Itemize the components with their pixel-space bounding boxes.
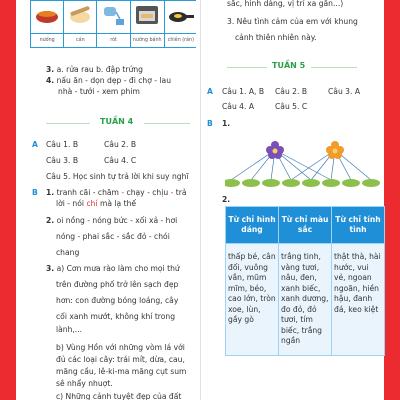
tuan4-heading: TUẦN 4	[100, 117, 134, 126]
tuan5-rule-right	[311, 67, 357, 68]
b3-a-line4: cối xanh mướt, không khí trong	[56, 312, 176, 321]
image-answer-table	[30, 0, 196, 48]
header-shape-words: Từ chỉ hình dáng	[226, 207, 279, 244]
cell-shape-words: thấp bé, cân đối, vuông vắn, mũm mĩm, béo, cao lớn, tròn xoe, lùn, gầy gò	[226, 244, 279, 356]
leaf-icons	[225, 179, 380, 187]
image-caption-3: rót	[97, 34, 130, 48]
b3-b-line3: măng cầu, lê-ki-ma măng cụt sum	[56, 367, 187, 376]
tuan4-a-cau5: Câu 5. Học sinh tự trả lời khi suy nghĩ	[46, 172, 189, 181]
b3-a-line5: lành,...	[56, 325, 83, 334]
b1-l2-highlight: chí	[86, 199, 98, 208]
b1-seg-d: trả	[175, 188, 187, 197]
tuan4-b3-prompt-line1: 3. Nêu tình cảm của em với khung	[227, 17, 358, 26]
q3-number: 3.	[46, 65, 55, 74]
tuan5-a-cau5: Câu 5. C	[275, 102, 308, 111]
b2-line3: chang	[56, 248, 80, 257]
bowl-of-food-icon	[33, 3, 61, 27]
b3-a-line3: hơn: con đường bóng loáng, cây	[56, 296, 179, 305]
header-color-words: Từ chỉ màu sắc	[279, 207, 332, 244]
bread-rolling-icon	[66, 3, 94, 27]
b1-l2-seg-b: mà lạ thế	[99, 199, 137, 208]
flower-word-map	[225, 140, 385, 190]
q4-answer-line2: nhà - tưới - xem phim	[58, 87, 140, 96]
b1-l2-seg-a: lời - nói	[56, 199, 85, 208]
tuan4-a-cau2: Câu 2. B	[104, 140, 137, 149]
cell-color-words: trắng tinh, vàng tươi, nâu, đen, xanh biếc, xanh dương, đo đỏ, đỏ tươi, tím biếc, trắng ngần	[279, 244, 332, 356]
image-cell-5	[164, 1, 196, 34]
section-b-letter: B	[32, 188, 38, 197]
q3-answer	[46, 64, 143, 75]
red-right-margin-band	[384, 0, 400, 400]
word-classification-table	[225, 206, 385, 356]
section-a-letter: A	[32, 140, 38, 149]
b1-highlight-2: -	[170, 188, 174, 197]
b1-number: 1.	[46, 188, 55, 197]
q4-answer-line1	[46, 75, 171, 86]
b1-line1	[46, 187, 187, 198]
tuan5-section-a-letter: A	[207, 87, 213, 96]
b3-b-line1: b) Vùng Hồn với những vòm lá với	[56, 343, 185, 352]
b3-number: 3.	[46, 264, 55, 273]
q4-number: 4.	[46, 76, 55, 85]
frying-pan-icon	[167, 3, 195, 27]
tuan4-b3-prompt-line2: cảnh thiên nhiên này.	[235, 33, 317, 42]
right-column	[205, 0, 385, 400]
b2-number: 2.	[46, 216, 55, 225]
tuan5-a-cau4: Câu 4. A	[222, 102, 255, 111]
tuan4-b-prompt-line: sắc, hình dáng, vị trí xa gần...)	[227, 0, 344, 8]
tuan4-rule-right	[144, 123, 190, 124]
q4-text-line1: nấu ăn - dọn dẹp - đi chợ - lau	[56, 76, 172, 85]
b1-line2	[56, 198, 136, 209]
red-left-margin-band	[0, 0, 16, 400]
orange-flower-icon	[326, 141, 344, 159]
b1-highlight-1: -	[121, 188, 125, 197]
cell-personality-words: thật thà, hài hước, vui vẻ, ngoan ngoãn, hiền hậu, đanh đá, keo kiệt	[332, 244, 385, 356]
tuan5-heading: TUẦN 5	[272, 61, 306, 70]
b1-seg-b: chạy	[126, 188, 145, 197]
b3-b-line4: sê nhẩy nhuợt.	[56, 379, 113, 388]
tuan5-a-cau3: Câu 3. A	[328, 87, 361, 96]
b3-c-line1: c) Những cảnh tuyệt đẹp của đất	[56, 392, 182, 400]
tuan4-a-cau3: Câu 3. B	[46, 156, 79, 165]
image-caption-4: nướng bánh	[130, 34, 164, 48]
image-caption-2: cán	[64, 34, 97, 48]
tuan5-a-cau2: Câu 2. B	[275, 87, 308, 96]
tuan4-a-cau4: Câu 4. C	[104, 156, 137, 165]
header-personality-words: Từ chỉ tính tình	[332, 207, 385, 244]
tuan4-a-cau1: Câu 1. B	[46, 140, 79, 149]
b3-a-text1: a) Cơn mưa rào làm cho mọi thứ	[56, 264, 180, 273]
image-caption-5: chiên (rán)	[164, 34, 196, 48]
b3-a-line2: trên đường phố trở lên sạch đẹp	[56, 280, 179, 289]
q3-text: a. rửa rau b. đập trứng	[56, 65, 143, 74]
image-cell-2	[64, 1, 97, 34]
column-divider	[200, 0, 201, 400]
b3-a-line1	[46, 263, 180, 274]
tuan5-rule-left	[227, 67, 267, 68]
tuan5-section-b-letter: B	[207, 119, 213, 128]
pouring-kettle-icon	[100, 3, 128, 27]
tuan5-b1-number: 1.	[222, 119, 231, 128]
purple-flower-icon	[266, 141, 284, 159]
tuan5-a-cau1: Câu 1. A, B	[222, 87, 265, 96]
image-cell-3	[97, 1, 130, 34]
connector-lines	[231, 150, 371, 180]
b2-line1	[46, 215, 177, 226]
tuan4-rule-left	[46, 123, 90, 124]
b1-seg-a: tranh cãi - chăm	[56, 188, 119, 197]
tuan5-b2-number: 2.	[222, 195, 231, 204]
left-column	[24, 0, 196, 400]
oven-icon	[133, 3, 161, 27]
image-cell-4	[130, 1, 164, 34]
image-cell-1	[31, 1, 64, 34]
b2-text-line1: oi nồng - nóng bức - xối xả - hơi	[56, 216, 178, 225]
b2-line2: nóng - phai sắc - sắc đỏ - chói	[56, 232, 170, 241]
image-caption-1: nướng	[31, 34, 64, 48]
b3-b-line2: đủ các loại cây: trái mít, dừa, cau,	[56, 355, 185, 364]
b1-seg-c: - chịu	[147, 188, 169, 197]
